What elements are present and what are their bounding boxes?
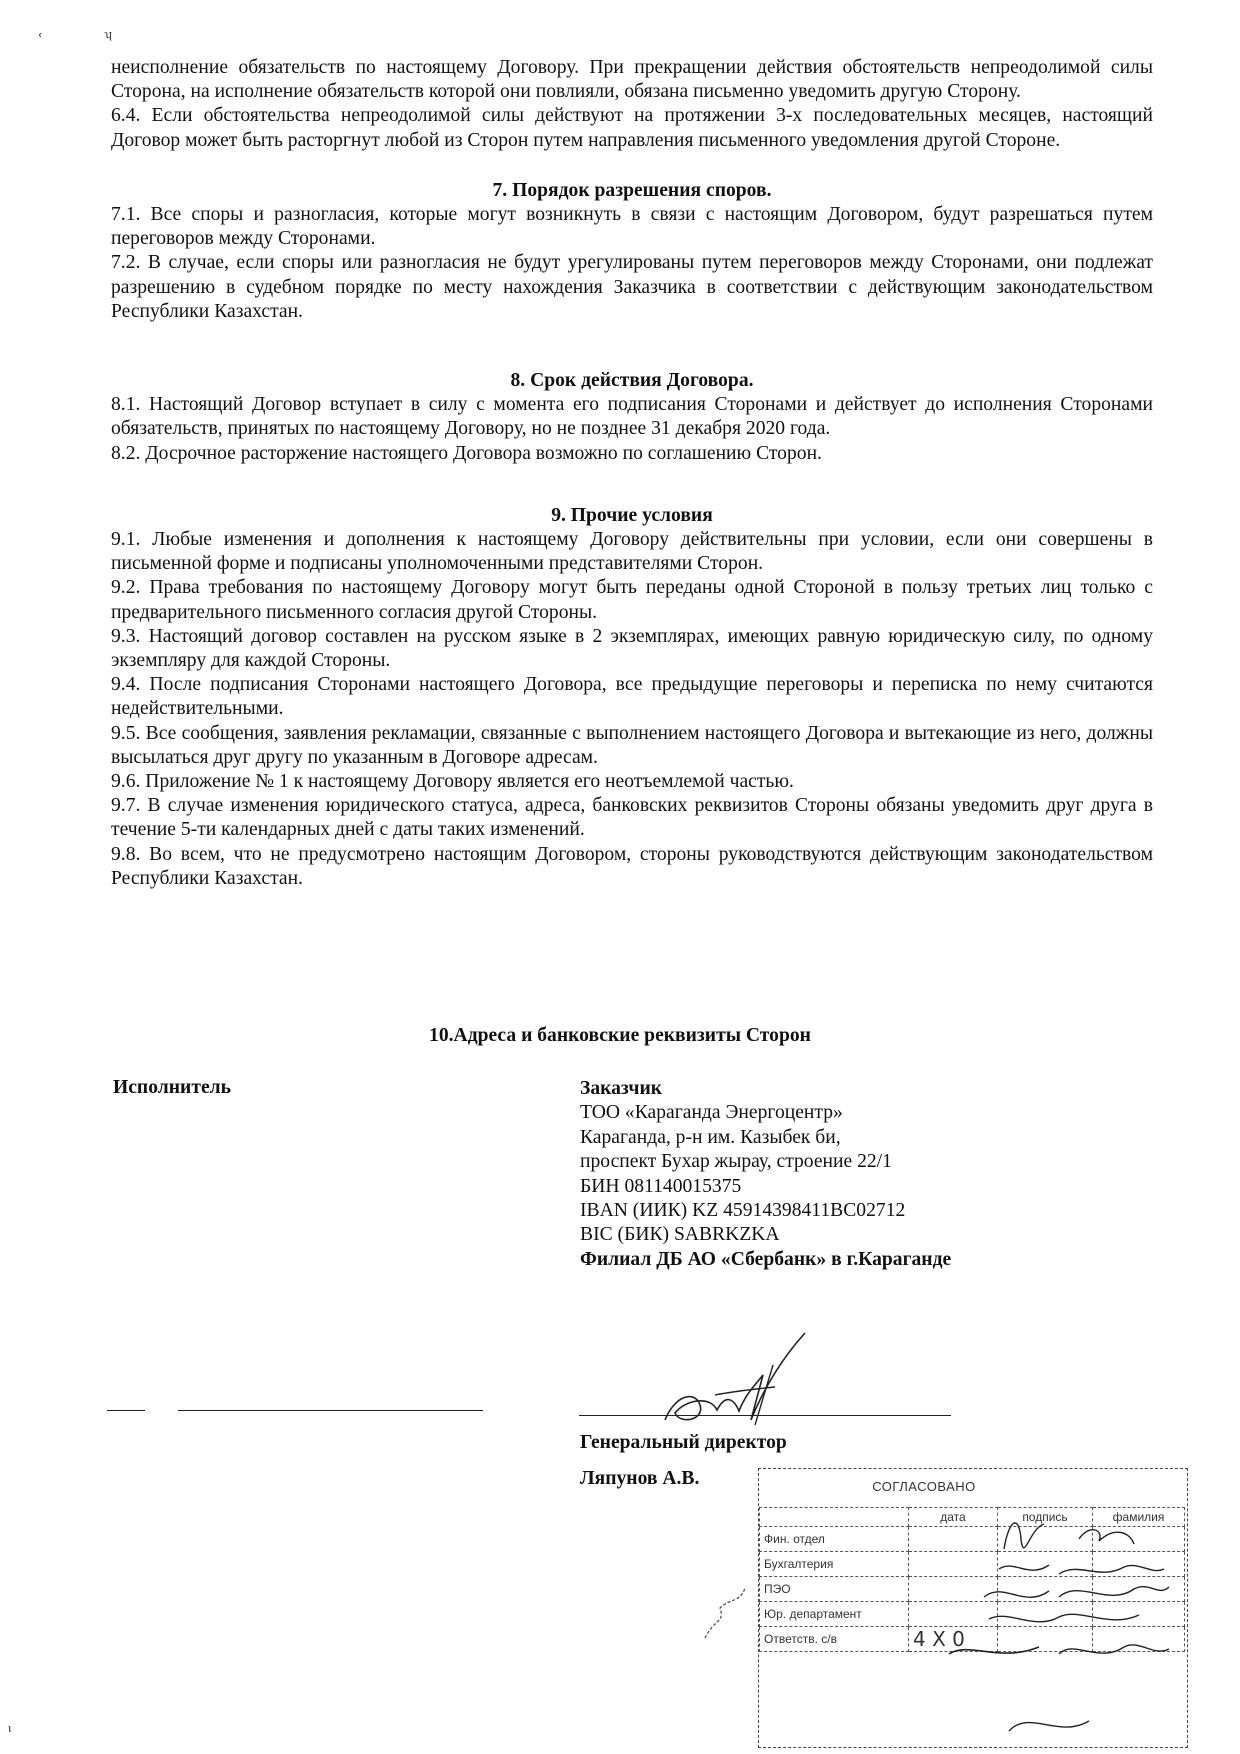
customer-detail-line: BIC (БИК) SABRKZKA: [580, 1224, 780, 1246]
handwritten-date: 4 X 0: [909, 1627, 998, 1652]
stamp-handwritten-signatures: [759, 1469, 1187, 1747]
paragraph-9-7: 9.7. В случае изменения юридического статуса, адреса, банковских реквизитов Стороны обязаны уведомить друг друга в течение 5-ти календарных дней с даты таких изменений.: [111, 795, 1153, 841]
customer-details: [580, 1077, 951, 1272]
signer-position: Генеральный директор: [580, 1432, 787, 1453]
customer-bank: Филиал ДБ АО «Сбербанк» в г.Караганде: [580, 1248, 952, 1270]
column-header: подпись: [998, 1508, 1093, 1527]
section-10-heading: 10.Адреса и банковские реквизиты Сторон: [429, 1025, 811, 1046]
margin-signature: [700, 1578, 760, 1648]
paragraph-7-2: 7.2. В случае, если споры или разногласия не будут урегулированы путем переговоров между Сторонами, они подлежат разрешению в судебном порядке по месту нахождения Заказчика в соответствии с действующим законодательством Республики Казахстан.: [111, 252, 1153, 322]
scan-mark: ʮ: [104, 26, 113, 41]
customer-detail-line: Караганда, р-н им. Казыбек би,: [580, 1126, 841, 1148]
paragraph-9-4: 9.4. После подписания Сторонами настоящего Договора, все предыдущие переговоры и переписка по нему считаются недействительными.: [111, 674, 1153, 720]
paragraph-8-2: 8.2. Досрочное расторжение настоящего Договора возможно по соглашению Сторон.: [111, 442, 822, 464]
section-7-heading: 7. Порядок разрешения споров.: [492, 179, 772, 201]
executor-signature-line: [107, 1410, 145, 1411]
customer-detail-line: проспект Бухар жырау, строение 22/1: [580, 1151, 892, 1173]
customer-detail-line: ТОО «Караганда Энергоцентр»: [580, 1102, 843, 1124]
customer-detail-line: IBAN (ИИК) KZ 45914398411BC02712: [580, 1200, 906, 1222]
contract-body: [111, 56, 1153, 891]
scan-mark: ɩ: [8, 1720, 12, 1735]
customer-label: Заказчик: [580, 1078, 663, 1099]
scan-mark: ‹: [38, 26, 43, 41]
paragraph-9-6: 9.6. Приложение № 1 к настоящему Договору является его неотъемлемой частью.: [111, 771, 794, 793]
customer-detail-line: БИН 081140015375: [580, 1175, 742, 1197]
row-label: Ответств. с/в: [760, 1627, 909, 1652]
executor-label: Исполнитель: [113, 1077, 232, 1098]
paragraph-force-majeure-end: неисполнение обязательств по настоящему Договору. При прекращении действия обстоятельств непреодолимой силы Сторона, на исполнение обязательств которой они повлияли, обязана письменно уведомить другую Сторону.: [111, 57, 1153, 103]
paragraph-9-8: 9.8. Во всем, что не предусмотрено настоящим Договором, стороны руководствуются действующим законодательством Республики Казахстан.: [111, 843, 1153, 889]
stamp-title: СОГЛАСОВАНО: [872, 1479, 976, 1494]
signer-name: Ляпунов А.В.: [580, 1468, 700, 1489]
executor-signature-line: [178, 1410, 483, 1411]
director-signature: [655, 1325, 815, 1435]
row-label: Бухгалтерия: [760, 1552, 909, 1577]
paragraph-6-4: 6.4. Если обстоятельства непреодолимой силы действуют на протяжении 3-х последовательных месяцев, настоящий Договор может быть расторгнут любой из Сторон путем направления письменного уведомления другой Стороне.: [111, 105, 1153, 151]
paragraph-7-1: 7.1. Все споры и разногласия, которые могут возникнуть в связи с настоящим Договором, будут разрешаться путем переговоров между Сторонами.: [111, 204, 1153, 250]
column-header: фамилия: [1093, 1508, 1185, 1527]
row-label: Фин. отдел: [760, 1527, 909, 1552]
paragraph-9-5: 9.5. Все сообщения, заявления рекламации, связанные с выполнением настоящего Договора и вытекающие из него, должны высылаться друг другу по указанным в Договоре адресам.: [111, 722, 1153, 768]
paragraph-9-2: 9.2. Права требования по настоящему Договору могут быть переданы одной Стороной в пользу третьих лиц только с предварительного письменного согласия другой Стороны.: [111, 577, 1153, 623]
paragraph-8-1: 8.1. Настоящий Договор вступает в силу с момента его подписания Сторонами и действует до исполнения Сторонами обязательств, принятых по настоящему Договору, но не позднее 31 декабря 2020 года.: [111, 394, 1153, 440]
paragraph-9-1: 9.1. Любые изменения и дополнения к настоящему Договору действительны при условии, если они совершены в письменной форме и подписаны уполномоченными представителями Сторон.: [111, 529, 1153, 575]
approval-stamp: [758, 1468, 1188, 1748]
paragraph-9-3: 9.3. Настоящий договор составлен на русском языке в 2 экземплярах, имеющих равную юридическую силу, по одному экземпляру для каждой Стороны.: [111, 625, 1153, 672]
column-header: дата: [909, 1508, 998, 1527]
section-8-heading: 8. Срок действия Договора.: [510, 370, 754, 392]
row-label: ПЭО: [760, 1577, 909, 1602]
section-9-heading: 9. Прочие условия: [551, 504, 713, 526]
row-label: Юр. департамент: [760, 1602, 909, 1627]
